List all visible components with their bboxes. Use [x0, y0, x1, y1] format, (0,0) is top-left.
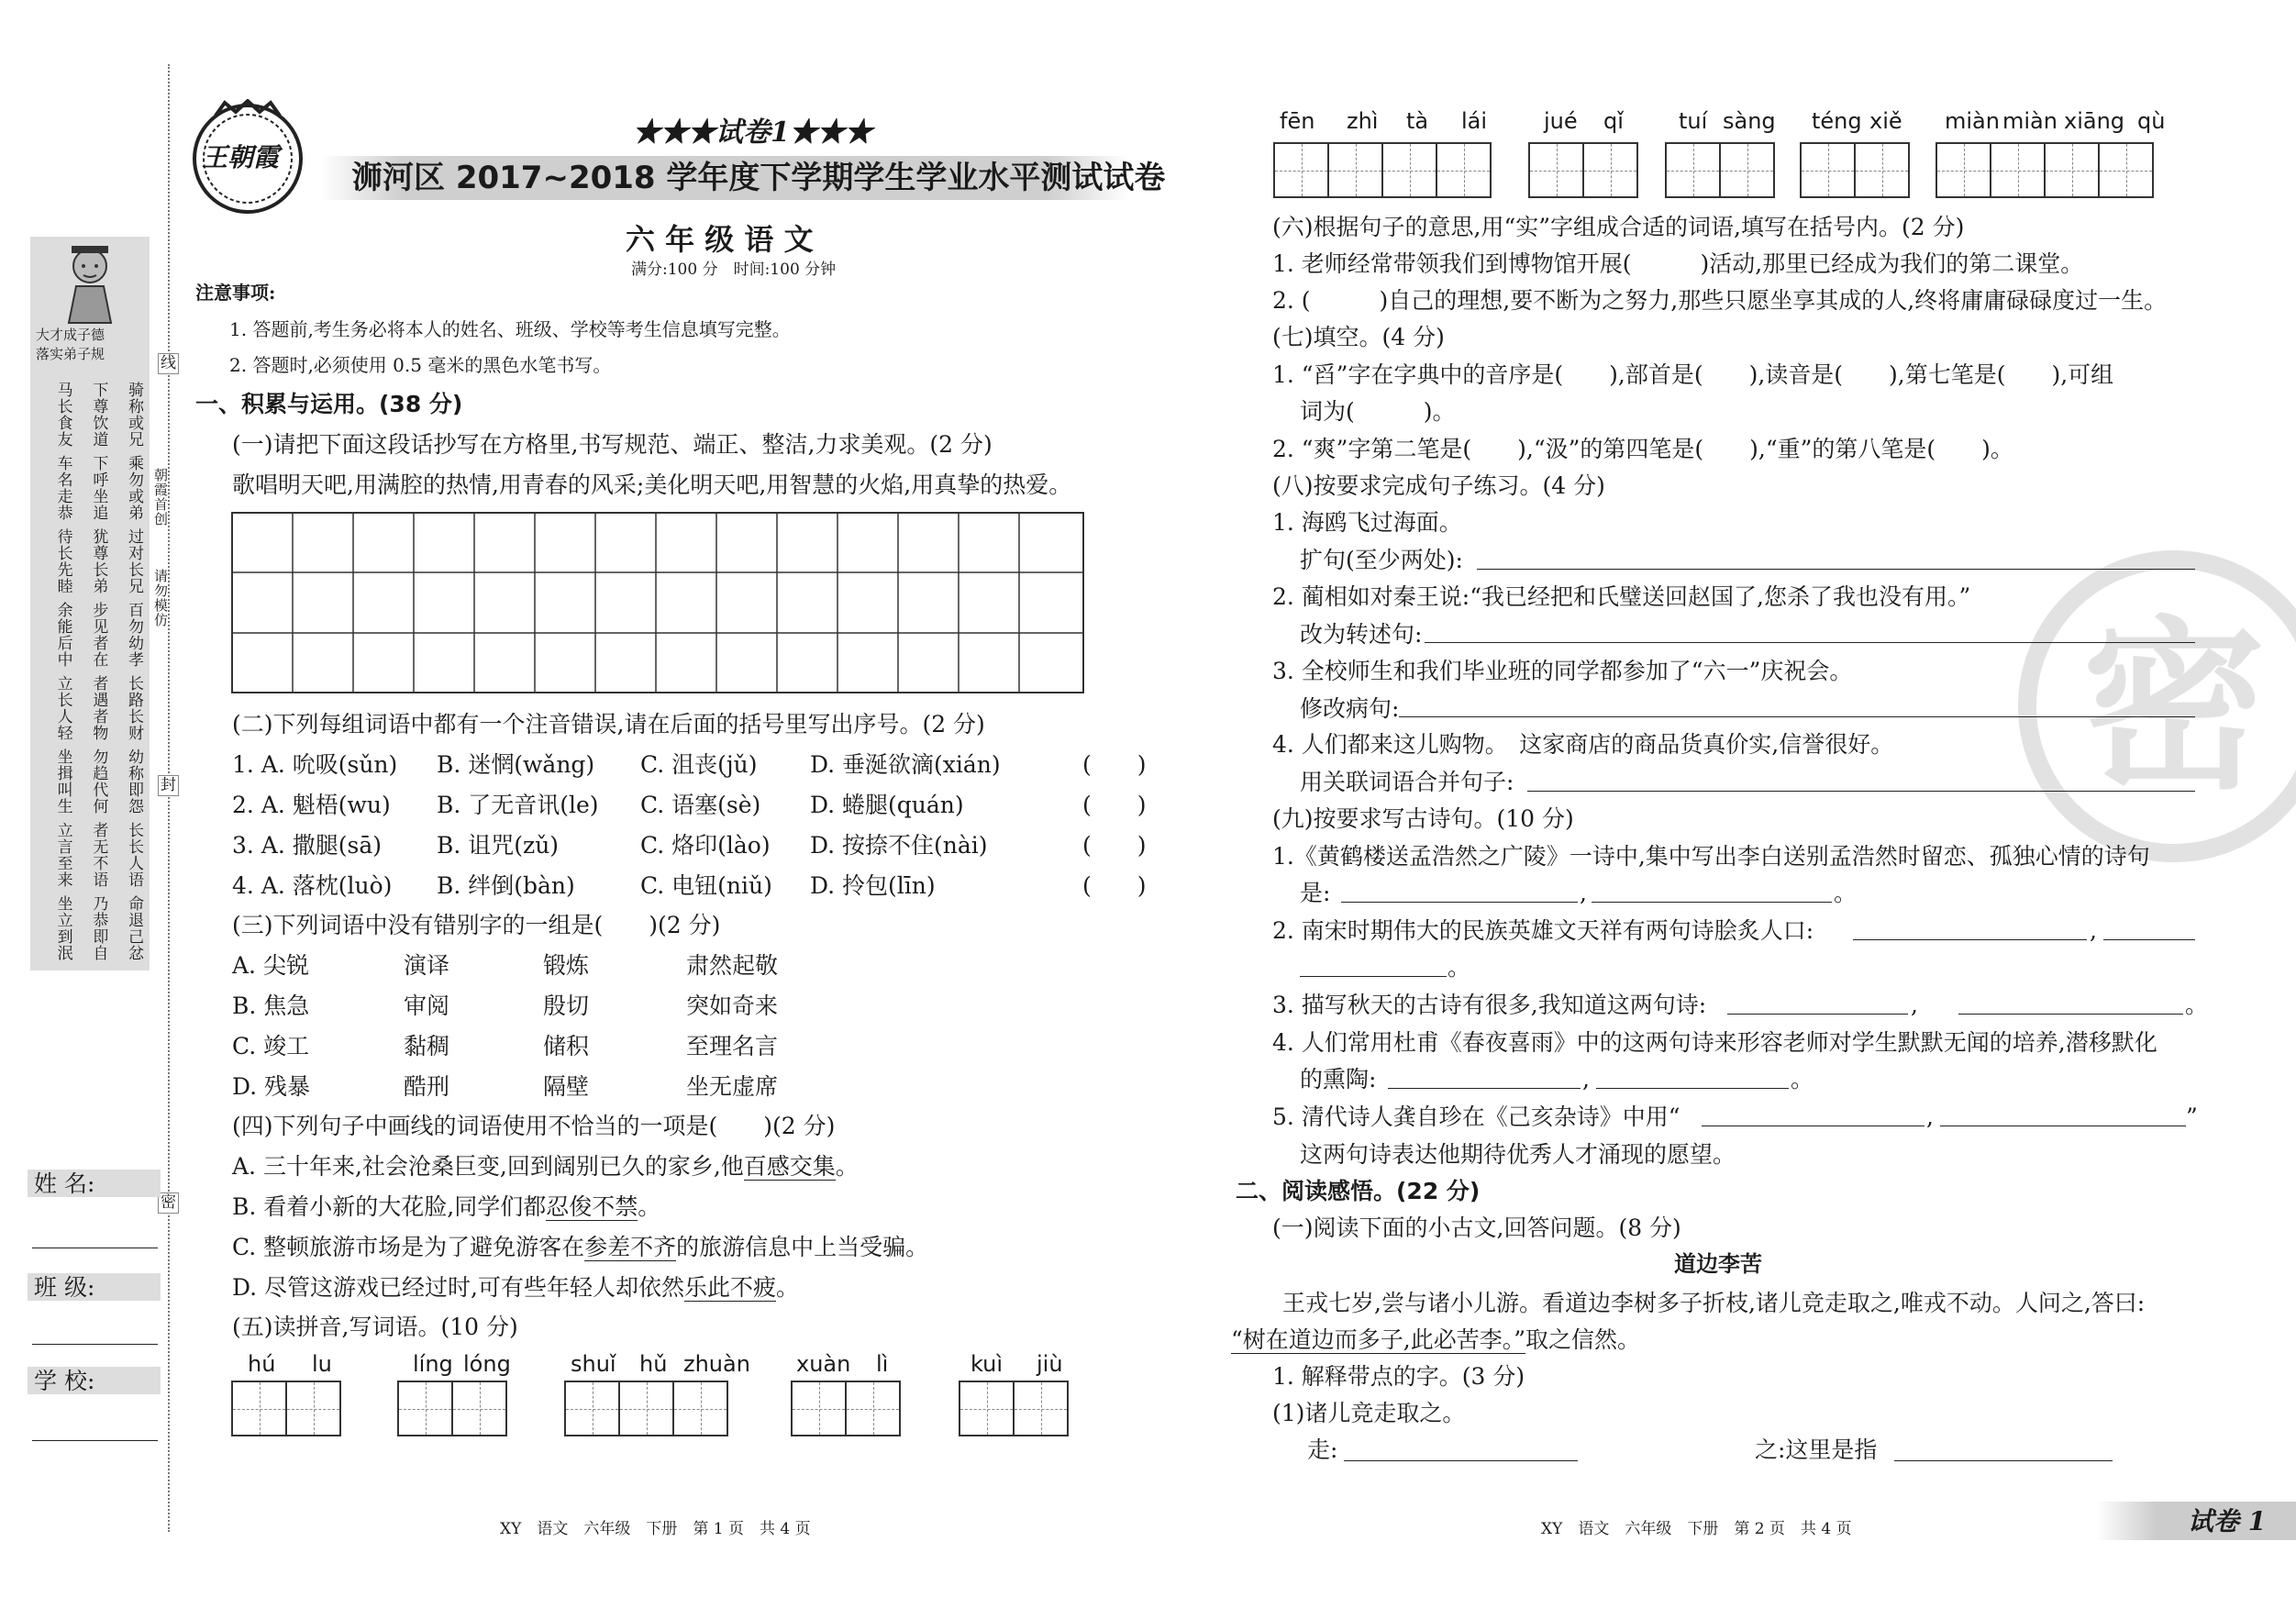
- q2-row2-b: B. 了无音讯(le): [437, 792, 599, 818]
- pinyin: shuǐ: [571, 1351, 616, 1377]
- subject-title: 六 年 级 语 文: [626, 222, 814, 257]
- q9-answer-1b[interactable]: [1592, 902, 1832, 903]
- q9-answer-3a[interactable]: [1727, 1014, 1908, 1015]
- watermark-char: 密: [2081, 601, 2267, 815]
- pinyin: sàng: [1723, 108, 1776, 134]
- reading-1-prompt: (一)阅读下面的小古文,回答问题。(8 分): [1272, 1214, 1681, 1241]
- answer-boxes[interactable]: [1273, 142, 1490, 198]
- q8-answer-4[interactable]: [1527, 791, 2195, 792]
- q3-a-1: A. 尖锐: [232, 952, 309, 979]
- q8-prompt-3: 修改病句:: [1300, 695, 1400, 722]
- class-field[interactable]: [32, 1344, 158, 1345]
- q8-prompt-2: 改为转述句:: [1300, 621, 1423, 648]
- q3-a-3: 锻炼: [543, 952, 590, 979]
- school-label: 学 校:: [34, 1368, 95, 1394]
- answer-boxes[interactable]: [1800, 142, 1908, 198]
- zou-label: 走:: [1307, 1436, 1338, 1463]
- q2-row2-c: C. 语塞(sè): [640, 792, 761, 818]
- period: 。: [1834, 880, 1858, 906]
- q2-row3-d: D. 按捺不住(nài): [810, 832, 988, 859]
- q6-prompt: (六)根据句子的意思,用“实”字组成合适的词语,填写在括号内。(2 分): [1272, 214, 1965, 240]
- q2-row3-a: 3. A. 撒腿(sā): [232, 832, 382, 859]
- quote-end: ”: [2186, 1103, 2198, 1130]
- answer-boxes[interactable]: [959, 1381, 1067, 1436]
- q2-row3-c: C. 烙印(lào): [640, 832, 771, 859]
- scholar-icon: [56, 242, 124, 325]
- pinyin: zhuàn: [683, 1351, 750, 1377]
- q2-row1-b: B. 迷惘(wǎng): [437, 751, 595, 778]
- binding-note-2: 请勿模仿: [152, 569, 169, 627]
- q2-row1-d: D. 垂涎欲滴(xián): [810, 751, 1001, 778]
- q8-item-3: 3. 全校师生和我们毕业班的同学都参加了“六一”庆祝会。: [1272, 658, 1853, 684]
- q3-c-2: 黏稠: [404, 1033, 450, 1059]
- notice-1: 1. 答题前,考生务必将本人的姓名、班级、学校等考生信息填写完整。: [229, 318, 791, 340]
- footer-right: XY 语文 六年级 下册 第 2 页 共 4 页: [1541, 1520, 1852, 1538]
- q2-prompt: (二)下列每组词语中都有一个注音错误,请在后面的括号里写出序号。(2 分): [232, 711, 985, 738]
- q3-prompt: (三)下列词语中没有错别字的一组是( )(2 分): [232, 912, 721, 938]
- q9-answer-4b[interactable]: [1596, 1088, 1789, 1089]
- q2-row2-a: 2. A. 魁梧(wu): [232, 792, 391, 818]
- zhi-answer[interactable]: [1894, 1460, 2113, 1461]
- answer-boxes[interactable]: [1936, 142, 2152, 198]
- q2-row4-a: 4. A. 落枕(luò): [232, 872, 393, 899]
- q8-prompt: (八)按要求完成句子练习。(4 分): [1272, 472, 1605, 499]
- exam-title: 浉河区 2017~2018 学年度下学期学生学业水平测试试卷: [351, 160, 1166, 196]
- q2-answer-2[interactable]: ( ): [1082, 792, 1147, 818]
- answer-boxes[interactable]: [231, 1381, 339, 1436]
- q3-c-3: 储积: [543, 1033, 590, 1059]
- q9-item-2: 2. 南宋时期伟大的民族英雄文天祥有两句诗脍炙人口:: [1272, 917, 1814, 944]
- answer-boxes[interactable]: [791, 1381, 899, 1436]
- comma: ,: [1926, 1103, 1934, 1130]
- notice-title: 注意事项:: [195, 282, 276, 304]
- q8-prompt-4: 用关联词语合并句子:: [1300, 769, 1514, 795]
- notice-2: 2. 答题时,必须使用 0.5 毫米的黑色水笔书写。: [229, 354, 612, 376]
- q9-item-5b: 这两句诗表达他期待优秀人才涌现的愿望。: [1300, 1141, 1736, 1168]
- pinyin: lóng: [463, 1351, 511, 1377]
- answer-boxes[interactable]: [397, 1381, 505, 1436]
- q6-item-2: 2. ( )自己的理想,要不断为之努力,那些只愿坐享其成的人,终将庸庸碌碌度过一生。: [1272, 287, 2168, 314]
- period: 。: [1791, 1066, 1814, 1092]
- q4-option-a: A. 三十年来,社会沧桑巨变,回到阔别已久的家乡,他百感交集。: [232, 1153, 859, 1180]
- comma: ,: [2090, 917, 2097, 944]
- q9-answer-2b[interactable]: [2103, 939, 2195, 940]
- q2-row1-a: 1. A. 吮吸(sǔn): [232, 751, 398, 778]
- q2-row1-c: C. 沮丧(jǔ): [640, 751, 758, 778]
- q3-b-1: B. 焦急: [232, 993, 310, 1019]
- q8-item-1: 1. 海鸥飞过海面。: [1272, 509, 1462, 536]
- zhi-label: 之:这里是指: [1755, 1436, 1878, 1463]
- pinyin: lu: [312, 1351, 332, 1377]
- q9-item-1a: 1.《黄鹤楼送孟浩然之广陵》一诗中,集中写出李白送别孟浩然时留恋、孤独心情的诗句: [1272, 843, 2150, 870]
- answer-boxes[interactable]: [1665, 142, 1773, 198]
- q9-answer-4a[interactable]: [1388, 1088, 1581, 1089]
- zou-answer[interactable]: [1344, 1460, 1578, 1461]
- pinyin: hǔ: [639, 1351, 668, 1377]
- q3-d-1: D. 残暴: [232, 1073, 311, 1100]
- slogan-1: 大才成子德: [36, 327, 105, 343]
- q3-a-4: 肃然起敬: [686, 952, 779, 979]
- corner-label: 试卷 1: [2188, 1506, 2267, 1536]
- pinyin: kuì: [971, 1351, 1004, 1377]
- q7-item-1a: 1. “舀”字在字典中的音序是( ),部首是( ),读音是( ),第七笔是( ),可组: [1272, 361, 2114, 388]
- pinyin: lái: [1461, 108, 1488, 134]
- pinyin: lì: [876, 1351, 889, 1377]
- exam-meta: 满分:100 分 时间:100 分钟: [631, 261, 837, 279]
- logo-text: 王朝霞: [202, 142, 280, 172]
- pinyin: zhì: [1347, 108, 1379, 134]
- pinyin: qǐ: [1603, 108, 1624, 134]
- q2-answer-4[interactable]: ( ): [1082, 872, 1147, 899]
- reading-title: 道边李苦: [1674, 1251, 1762, 1277]
- q2-row4-b: B. 绊倒(bàn): [437, 872, 575, 899]
- reading-text-1: 王戎七岁,尝与诸小儿游。看道边李树多子折枝,诸儿竞走取之,唯戎不动。人问之,答曰:: [1282, 1290, 2146, 1316]
- q3-b-4: 突如奇来: [686, 993, 779, 1019]
- school-field[interactable]: [32, 1440, 158, 1441]
- comma: ,: [1911, 992, 1918, 1018]
- q9-item-4b: 的熏陶:: [1300, 1066, 1377, 1092]
- binding-note-1: 朝霞首创: [152, 468, 169, 527]
- q8-answer-3[interactable]: [1399, 716, 2195, 717]
- q9-item-4a: 4. 人们常用杜甫《春夜喜雨》中的这两句诗来形容老师对学生默默无闻的培养,潜移默化: [1272, 1029, 2157, 1056]
- q9-answer-2a[interactable]: [1853, 939, 2087, 940]
- q7-item-2: 2. “爽”字第二笔是( ),“汲”的第四笔是( ),“重”的第八笔是( )。: [1272, 436, 2013, 462]
- dizigui-text: 骑称或兄 下尊饮道 马长食友 乘勿或弟 下呼坐追 车名走恭 过对长兄 犹尊长弟 待长先睦 百勿幼孝 步见者在 余能后中 长路长财 者遇者物 立长人轻 幼称即怨 勿趋代何 坐揖叫生 长长人语 者无不语 立言至来 命退己忿 乃恭即自 坐立到泯: [53, 382, 143, 961]
- q2-row3-b: B. 诅咒(zǔ): [437, 832, 560, 859]
- pinyin: xiāng: [2064, 108, 2125, 134]
- q9-item-1b: 是:: [1300, 880, 1331, 906]
- mark-xian: 线: [158, 353, 179, 374]
- section-2-title: 二、阅读感悟。(22 分): [1236, 1178, 1481, 1204]
- q9-item-3: 3. 描写秋天的古诗有很多,我知道这两句诗:: [1272, 992, 1707, 1018]
- q3-b-3: 殷切: [543, 993, 590, 1019]
- q3-d-2: 酷刑: [404, 1073, 450, 1100]
- mark-mi: 密: [158, 1192, 179, 1214]
- pinyin: hú: [248, 1351, 276, 1377]
- comma: ,: [1580, 880, 1587, 906]
- q3-d-4: 坐无虚席: [686, 1073, 779, 1100]
- reading-q1a: (1)诸儿竞走取之。: [1272, 1400, 1466, 1426]
- pinyin: tà: [1406, 108, 1429, 134]
- pinyin: xiě: [1869, 108, 1902, 134]
- answer-boxes[interactable]: [564, 1381, 727, 1436]
- pinyin: jué: [1544, 108, 1578, 134]
- q1-prompt: (一)请把下面这段话抄写在方格里,书写规范、端正、整洁,力求美观。(2 分): [232, 431, 993, 458]
- q9-prompt: (九)按要求写古诗句。(10 分): [1272, 805, 1574, 832]
- q3-b-2: 审阅: [404, 993, 450, 1019]
- q3-c-1: C. 竣工: [232, 1033, 310, 1059]
- q3-c-4: 至理名言: [686, 1033, 779, 1059]
- q4-option-b: B. 看着小新的大花脸,同学们都忍俊不禁。: [232, 1193, 661, 1220]
- q7-item-1b: 词为( )。: [1300, 398, 1456, 425]
- q9-answer-1a[interactable]: [1341, 902, 1578, 903]
- name-label: 姓 名:: [34, 1170, 95, 1197]
- writing-grid[interactable]: [231, 512, 1086, 695]
- q2-row4-c: C. 电钮(niǔ): [640, 872, 772, 899]
- q3-d-3: 隔壁: [543, 1073, 590, 1100]
- q8-item-2: 2. 蔺相如对秦王说:“我已经把和氏璧送回赵国了,您杀了我也没有用。”: [1272, 583, 1971, 610]
- q8-answer-2[interactable]: [1425, 642, 2195, 643]
- sidebar-panel: [30, 237, 150, 970]
- pinyin: xuàn: [796, 1351, 851, 1377]
- pinyin: jiù: [1037, 1351, 1063, 1377]
- q7-prompt: (七)填空。(4 分): [1272, 324, 1445, 350]
- q1-passage: 歌唱明天吧,用满腔的热情,用青春的风采;美化明天吧,用智慧的火焰,用真挚的热爱。: [232, 471, 1072, 498]
- slogan-2: 落实弟子规: [36, 346, 105, 362]
- q9-answer-3b[interactable]: [1958, 1014, 2183, 1015]
- binding-line: [168, 64, 170, 1532]
- q4-option-d: D. 尽管这游戏已经过时,可有些年轻人却依然乐此不疲。: [232, 1274, 800, 1301]
- q4-option-c: C. 整顿旅游市场是为了避免游客在参差不齐的旅游信息中上当受骗。: [232, 1234, 929, 1260]
- pinyin: miàn: [2002, 108, 2058, 134]
- pinyin: qù: [2137, 108, 2166, 134]
- q2-answer-1[interactable]: ( ): [1082, 751, 1147, 778]
- reading-q1: 1. 解释带点的字。(3 分): [1272, 1363, 1525, 1390]
- q8-prompt-1: 扩句(至少两处):: [1300, 547, 1463, 573]
- q2-row4-d: D. 拎包(līn): [810, 872, 936, 899]
- period: 。: [1447, 954, 1471, 981]
- q5-prompt: (五)读拼音,写词语。(10 分): [232, 1314, 518, 1340]
- answer-boxes[interactable]: [1528, 142, 1636, 198]
- q4-prompt: (四)下列句子中画线的词语使用不恰当的一项是( )(2 分): [232, 1113, 836, 1139]
- class-label: 班 级:: [34, 1274, 95, 1301]
- watermark-seal: [2018, 550, 2296, 862]
- q8-item-4: 4. 人们都来这儿购物。 这家商店的商品货真价实,信誉很好。: [1272, 731, 1894, 758]
- section-1-title: 一、积累与运用。(38 分): [195, 391, 463, 417]
- q9-answer-2c[interactable]: [1300, 976, 1447, 977]
- pinyin: fēn: [1280, 108, 1315, 134]
- q3-a-2: 演译: [404, 952, 450, 979]
- reading-text-2: “树在道边而多子,此必苦李。”取之信然。: [1231, 1326, 1641, 1353]
- pinyin: tuí: [1679, 108, 1708, 134]
- q9-item-5a: 5. 清代诗人龚自珍在《己亥杂诗》中用“: [1272, 1103, 1680, 1130]
- period: 。: [2185, 992, 2209, 1018]
- q6-item-1: 1. 老师经常带领我们到博物馆开展( )活动,那里已经成为我们的第二课堂。: [1272, 250, 2084, 277]
- q8-answer-1[interactable]: [1477, 569, 2195, 570]
- q2-row2-d: D. 蜷腿(quán): [810, 792, 964, 818]
- exam-badge: ★★★试卷1★★★: [633, 116, 872, 149]
- comma: ,: [1582, 1066, 1590, 1092]
- footer-left: XY 语文 六年级 下册 第 1 页 共 4 页: [500, 1520, 811, 1538]
- pinyin: téng: [1812, 108, 1862, 134]
- mark-feng: 封: [158, 775, 179, 796]
- pinyin: líng: [413, 1351, 453, 1377]
- q2-answer-3[interactable]: ( ): [1082, 832, 1147, 859]
- pinyin: miàn: [1945, 108, 2000, 134]
